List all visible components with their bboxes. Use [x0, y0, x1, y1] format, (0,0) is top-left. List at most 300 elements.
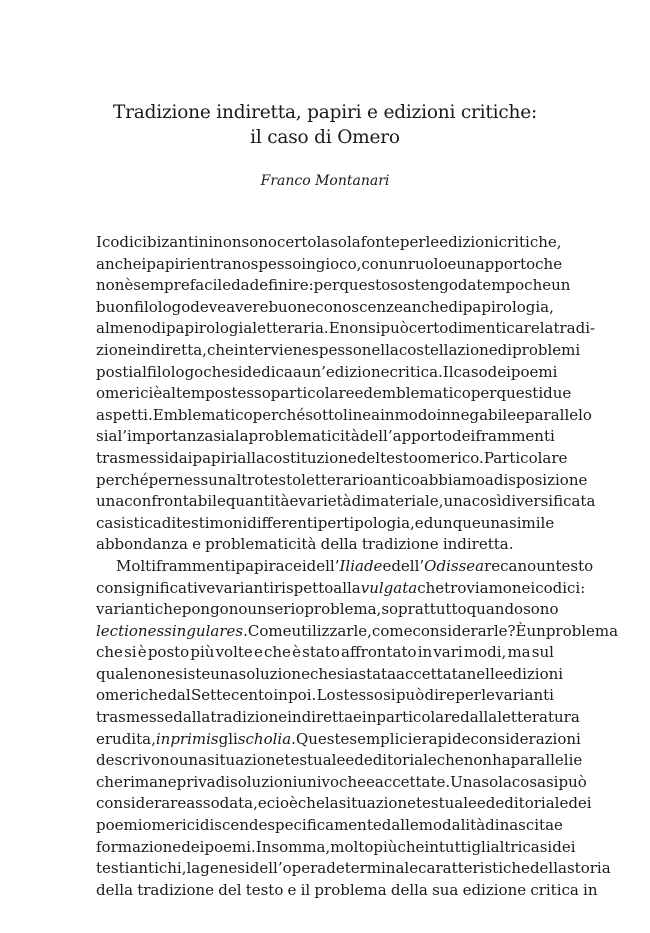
- word: una: [96, 492, 125, 511]
- word: avere: [226, 297, 269, 316]
- word: in: [417, 643, 433, 662]
- word: per: [148, 470, 175, 489]
- text-line: [96, 729, 581, 751]
- word: ha: [492, 751, 511, 770]
- word: affrontato: [341, 643, 417, 662]
- word: per: [317, 513, 344, 532]
- word: rapide: [421, 729, 471, 748]
- word: ed: [476, 794, 496, 813]
- word: esiste: [166, 664, 211, 683]
- text-line: [96, 362, 558, 384]
- word: dell’Odissea: [391, 556, 485, 575]
- word: testuale: [416, 794, 477, 813]
- word: più: [190, 643, 215, 662]
- word: che: [203, 362, 231, 381]
- word: discende: [199, 816, 268, 835]
- word: assodata,: [186, 794, 258, 813]
- word: erudita,: [96, 729, 156, 748]
- word: un: [526, 621, 546, 640]
- word: per: [313, 276, 340, 295]
- word: tradi-: [553, 319, 596, 338]
- word: deve: [190, 297, 227, 316]
- word: univoche: [297, 772, 366, 791]
- word: problematicità: [248, 427, 360, 446]
- word: Molti: [116, 556, 157, 575]
- word: che: [96, 772, 123, 791]
- word: dell’Iliade: [306, 556, 383, 575]
- word: con: [361, 254, 389, 273]
- word: filologo: [146, 362, 204, 381]
- word: di: [497, 340, 513, 359]
- text-line: [96, 448, 568, 470]
- word: omerici: [142, 816, 200, 835]
- word: di: [161, 513, 177, 532]
- word: due: [543, 384, 572, 403]
- word: Una: [450, 772, 482, 791]
- word: zione: [96, 340, 137, 359]
- word: dimenticare: [448, 319, 540, 338]
- word: formazione: [96, 837, 182, 856]
- text-line: [96, 880, 598, 902]
- text-line: [96, 837, 576, 859]
- word: con: [96, 578, 124, 597]
- paper-title: [0, 100, 650, 150]
- word: facile: [189, 276, 232, 295]
- word: costituzione: [264, 448, 357, 467]
- word: omerici: [96, 384, 154, 403]
- word: tipologia,: [343, 513, 415, 532]
- word: omerico.: [417, 448, 484, 467]
- word: di: [485, 816, 500, 835]
- word: editoriale: [495, 794, 569, 813]
- word: primis: [170, 729, 219, 748]
- word: considerarle?: [412, 621, 516, 640]
- word: del: [356, 448, 381, 467]
- word: della: [390, 880, 428, 899]
- word: indiretta,: [136, 340, 207, 359]
- word: in: [380, 405, 395, 424]
- word: dell’apporto: [359, 427, 453, 446]
- word: considerare: [96, 794, 187, 813]
- word: e: [287, 880, 297, 899]
- text-line: [96, 426, 554, 448]
- word: che: [264, 643, 291, 662]
- word: il: [300, 880, 311, 899]
- word: sono: [241, 233, 277, 251]
- word: e: [414, 513, 424, 532]
- word: è: [153, 384, 163, 403]
- word: sola: [481, 772, 512, 791]
- word: della: [96, 880, 134, 899]
- word: a: [292, 362, 302, 381]
- word: tempo: [175, 384, 224, 403]
- word: tempo: [476, 276, 525, 295]
- word: significative: [123, 578, 216, 597]
- word: genesi: [200, 859, 250, 878]
- text-line: [96, 405, 592, 427]
- word: determina: [326, 859, 405, 878]
- word: antichi,: [129, 859, 187, 878]
- word: vari: [433, 643, 463, 662]
- word: sia: [336, 664, 359, 683]
- word: modi,: [463, 643, 507, 662]
- word: dalle: [381, 816, 419, 835]
- word: può: [558, 772, 587, 791]
- word: e: [573, 751, 583, 770]
- word: al: [162, 384, 176, 403]
- word: situazione: [338, 794, 416, 813]
- word: e: [516, 405, 525, 424]
- word: certo: [276, 233, 317, 251]
- paper-title-line-2: il caso di Omero: [250, 127, 400, 148]
- word: le: [425, 233, 440, 251]
- word: ruolo: [407, 254, 448, 273]
- word: Il: [442, 362, 454, 381]
- word: soprattutto: [381, 600, 467, 619]
- word: filologo: [133, 297, 191, 316]
- word: questi: [496, 384, 544, 403]
- word: vulgata: [360, 578, 418, 597]
- word: utilizzarle,: [291, 621, 372, 640]
- word: e: [353, 708, 362, 727]
- word: spesso: [311, 340, 362, 359]
- word: volte: [215, 643, 253, 662]
- author-name: Franco Montanari: [260, 173, 390, 189]
- word: situazione: [207, 751, 285, 770]
- word: edizioni: [503, 664, 564, 683]
- word: troviamo: [444, 578, 512, 597]
- word: un’edizione: [301, 362, 390, 381]
- word: varianti: [215, 578, 275, 597]
- word: perché: [96, 470, 149, 489]
- word: gioco,: [315, 254, 362, 273]
- word: può: [395, 686, 425, 705]
- text-line: [96, 642, 554, 664]
- word: sottolinea: [305, 405, 381, 424]
- word: dell’opera: [249, 859, 327, 878]
- word: letteratura: [497, 708, 580, 727]
- text-line: [96, 340, 581, 362]
- word: anche: [96, 254, 142, 273]
- word: un: [456, 254, 476, 273]
- word: indiretta: [287, 708, 354, 727]
- word: definire:: [249, 276, 314, 295]
- word: singulares.: [164, 621, 248, 640]
- word: dal: [167, 686, 191, 705]
- word: si: [124, 643, 137, 662]
- word: spesso: [250, 254, 302, 273]
- word: la: [316, 233, 331, 251]
- word: è: [292, 643, 301, 662]
- word: particolare: [376, 708, 461, 727]
- word: trasmesse: [96, 708, 174, 727]
- word: testo: [555, 556, 594, 575]
- word: sia: [96, 427, 118, 446]
- body-text: [96, 232, 619, 901]
- word: una: [443, 492, 472, 511]
- word: non: [96, 276, 125, 295]
- text-line: [96, 750, 583, 772]
- word: confrontabile: [124, 492, 226, 511]
- word: e: [289, 492, 299, 511]
- word: una: [480, 513, 510, 532]
- word: al: [133, 362, 147, 381]
- word: una: [178, 751, 208, 770]
- word: ma: [507, 643, 531, 662]
- word: rimane: [122, 772, 177, 791]
- word: le: [481, 686, 495, 705]
- text-line: [96, 534, 554, 556]
- word: è: [124, 276, 134, 295]
- word: tutti: [438, 837, 472, 856]
- word: soluzioni: [230, 772, 298, 791]
- word: Emblematico: [152, 405, 253, 424]
- word: innegabile: [436, 405, 517, 424]
- word: testo: [245, 880, 284, 899]
- word: si: [230, 362, 243, 381]
- word: sua: [432, 880, 459, 899]
- word: dalla: [460, 708, 498, 727]
- word: critiche,: [498, 233, 562, 251]
- word: poemi: [96, 816, 143, 835]
- word: modo: [394, 405, 437, 424]
- word: abbondanza: [96, 535, 188, 554]
- word: differenti: [247, 513, 318, 532]
- text-line: [96, 621, 619, 643]
- word: cioè: [266, 794, 298, 813]
- word: e: [253, 643, 263, 662]
- text-line: [96, 858, 611, 880]
- word: letterario: [301, 470, 373, 489]
- text-line: [96, 232, 562, 254]
- text-line: [96, 556, 594, 578]
- word: di: [151, 319, 166, 338]
- word: varianti: [96, 600, 155, 619]
- word: di: [351, 492, 367, 511]
- word: varianti: [495, 686, 554, 705]
- word: dunque: [423, 513, 481, 532]
- word: questo: [339, 276, 391, 295]
- word: si: [368, 319, 381, 338]
- word: da: [457, 276, 477, 295]
- word: e: [365, 772, 375, 791]
- word: dalla: [173, 708, 211, 727]
- word: varietà: [298, 492, 352, 511]
- word: entrano: [191, 254, 251, 273]
- word: editoriale: [363, 751, 437, 770]
- word: la: [324, 794, 339, 813]
- word: letteraria.: [252, 319, 329, 338]
- word: aspetti.: [96, 405, 153, 424]
- word: si: [383, 686, 396, 705]
- word: nessun: [174, 470, 228, 489]
- text-line: [96, 772, 587, 794]
- word: così: [471, 492, 502, 511]
- word: storia: [566, 859, 611, 878]
- word: dei: [452, 427, 476, 446]
- text-line: [96, 491, 596, 513]
- word: non: [463, 751, 493, 770]
- word: poemi.: [204, 837, 256, 856]
- word: in: [273, 686, 288, 705]
- word: dei: [552, 837, 576, 856]
- word: sia: [213, 427, 235, 446]
- text-line: [96, 578, 586, 600]
- word: sono: [523, 600, 559, 619]
- word: critica.: [389, 362, 443, 381]
- word: alla: [333, 578, 361, 597]
- word: che: [309, 664, 337, 683]
- word: tradizione: [210, 708, 288, 727]
- word: È: [515, 621, 527, 640]
- word: indiretta.: [442, 535, 514, 554]
- word: testi: [96, 859, 130, 878]
- word: per: [455, 686, 481, 705]
- word: particolare: [270, 384, 355, 403]
- word: che: [96, 643, 123, 662]
- word: edizione: [462, 880, 527, 899]
- word: posti: [96, 362, 134, 381]
- word: quale: [96, 664, 138, 683]
- word: in: [361, 708, 377, 727]
- word: perché: [252, 405, 306, 424]
- word: che: [206, 340, 234, 359]
- word: trasmessi: [96, 448, 170, 467]
- word: di: [448, 297, 463, 316]
- word: l’importanza: [117, 427, 214, 446]
- word: testuale: [284, 751, 346, 770]
- word: sempre: [133, 276, 190, 295]
- word: simile: [509, 513, 555, 532]
- word: da: [231, 276, 250, 295]
- word: E: [328, 319, 340, 338]
- word: in: [301, 254, 316, 273]
- word: edizioni: [439, 233, 499, 251]
- word: Settecento: [190, 686, 274, 705]
- word: del: [218, 880, 242, 899]
- word: che: [436, 751, 464, 770]
- word: bizantini: [146, 233, 214, 251]
- word: accettate.: [374, 772, 451, 791]
- word: quantità: [225, 492, 290, 511]
- word: dei: [487, 362, 511, 381]
- word: ed: [345, 751, 364, 770]
- word: testimoni: [176, 513, 248, 532]
- word: dei: [181, 837, 205, 856]
- word: alla: [237, 448, 265, 467]
- word: critica: [530, 880, 579, 899]
- word: che: [535, 254, 563, 273]
- word: omeriche: [96, 686, 168, 705]
- text-line: [96, 275, 571, 297]
- word: accettata: [396, 664, 467, 683]
- word: in: [424, 837, 439, 856]
- word: considerazioni: [470, 729, 581, 748]
- word: specificamente: [267, 816, 382, 835]
- word: della: [320, 535, 358, 554]
- word: la: [234, 427, 249, 446]
- word: e: [447, 254, 457, 273]
- text-line: [96, 815, 563, 837]
- word: almeno: [96, 319, 152, 338]
- word: nelle: [466, 664, 504, 683]
- word: Insomma,: [255, 837, 331, 856]
- word: altro: [227, 470, 264, 489]
- word: serio: [266, 600, 305, 619]
- word: dire: [424, 686, 455, 705]
- text-line: [96, 470, 588, 492]
- word: nei: [511, 578, 536, 597]
- word: nascita: [499, 816, 555, 835]
- word: più: [373, 837, 398, 856]
- word: interviene: [233, 340, 312, 359]
- word: poemi: [510, 362, 558, 381]
- word: rispetto: [274, 578, 334, 597]
- word: papiri: [192, 448, 238, 467]
- word: molto: [330, 837, 374, 856]
- word: lectiones: [96, 621, 165, 640]
- word: problema,: [304, 600, 382, 619]
- text-line: [96, 513, 554, 535]
- word: stata: [358, 664, 397, 683]
- word: I: [96, 233, 102, 251]
- text-line: [96, 254, 563, 276]
- word: papirologia,: [462, 297, 554, 316]
- word: altri: [490, 837, 523, 856]
- word: che: [154, 600, 182, 619]
- text-line: [96, 599, 559, 621]
- word: buon: [96, 297, 134, 316]
- word: non: [137, 664, 167, 683]
- word: le: [404, 859, 419, 878]
- word: un: [247, 600, 267, 619]
- word: dedica: [242, 362, 293, 381]
- word: dei: [568, 794, 592, 813]
- word: frammenti: [475, 427, 555, 446]
- word: può: [380, 319, 409, 338]
- word: e: [192, 535, 201, 554]
- word: casistica: [96, 513, 162, 532]
- word: e: [554, 816, 563, 835]
- word: che: [524, 276, 552, 295]
- text-line: [96, 297, 554, 319]
- word: scholia.: [237, 729, 296, 748]
- word: problema: [545, 621, 619, 640]
- word: la: [186, 859, 201, 878]
- word: gli: [471, 837, 491, 856]
- paper-title-line-1: Tradizione indiretta, papiri e edizioni critiche:: [112, 102, 537, 123]
- word: nella: [361, 340, 399, 359]
- word: la: [539, 319, 554, 338]
- word: non: [213, 233, 242, 251]
- word: i: [141, 254, 147, 273]
- word: sola: [330, 233, 361, 251]
- word: semplici: [349, 729, 413, 748]
- word: quando: [466, 600, 524, 619]
- word: descrivono: [96, 751, 179, 770]
- word: disposizione: [493, 470, 588, 489]
- word: caso: [453, 362, 488, 381]
- word: e: [382, 556, 392, 575]
- word: materiale,: [366, 492, 444, 511]
- word: costellazione: [398, 340, 498, 359]
- word: ed: [354, 384, 373, 403]
- word: modalità: [418, 816, 486, 835]
- word: antico: [372, 470, 420, 489]
- word: problema: [314, 880, 387, 899]
- word: stesso: [335, 686, 383, 705]
- word: recano: [484, 556, 537, 575]
